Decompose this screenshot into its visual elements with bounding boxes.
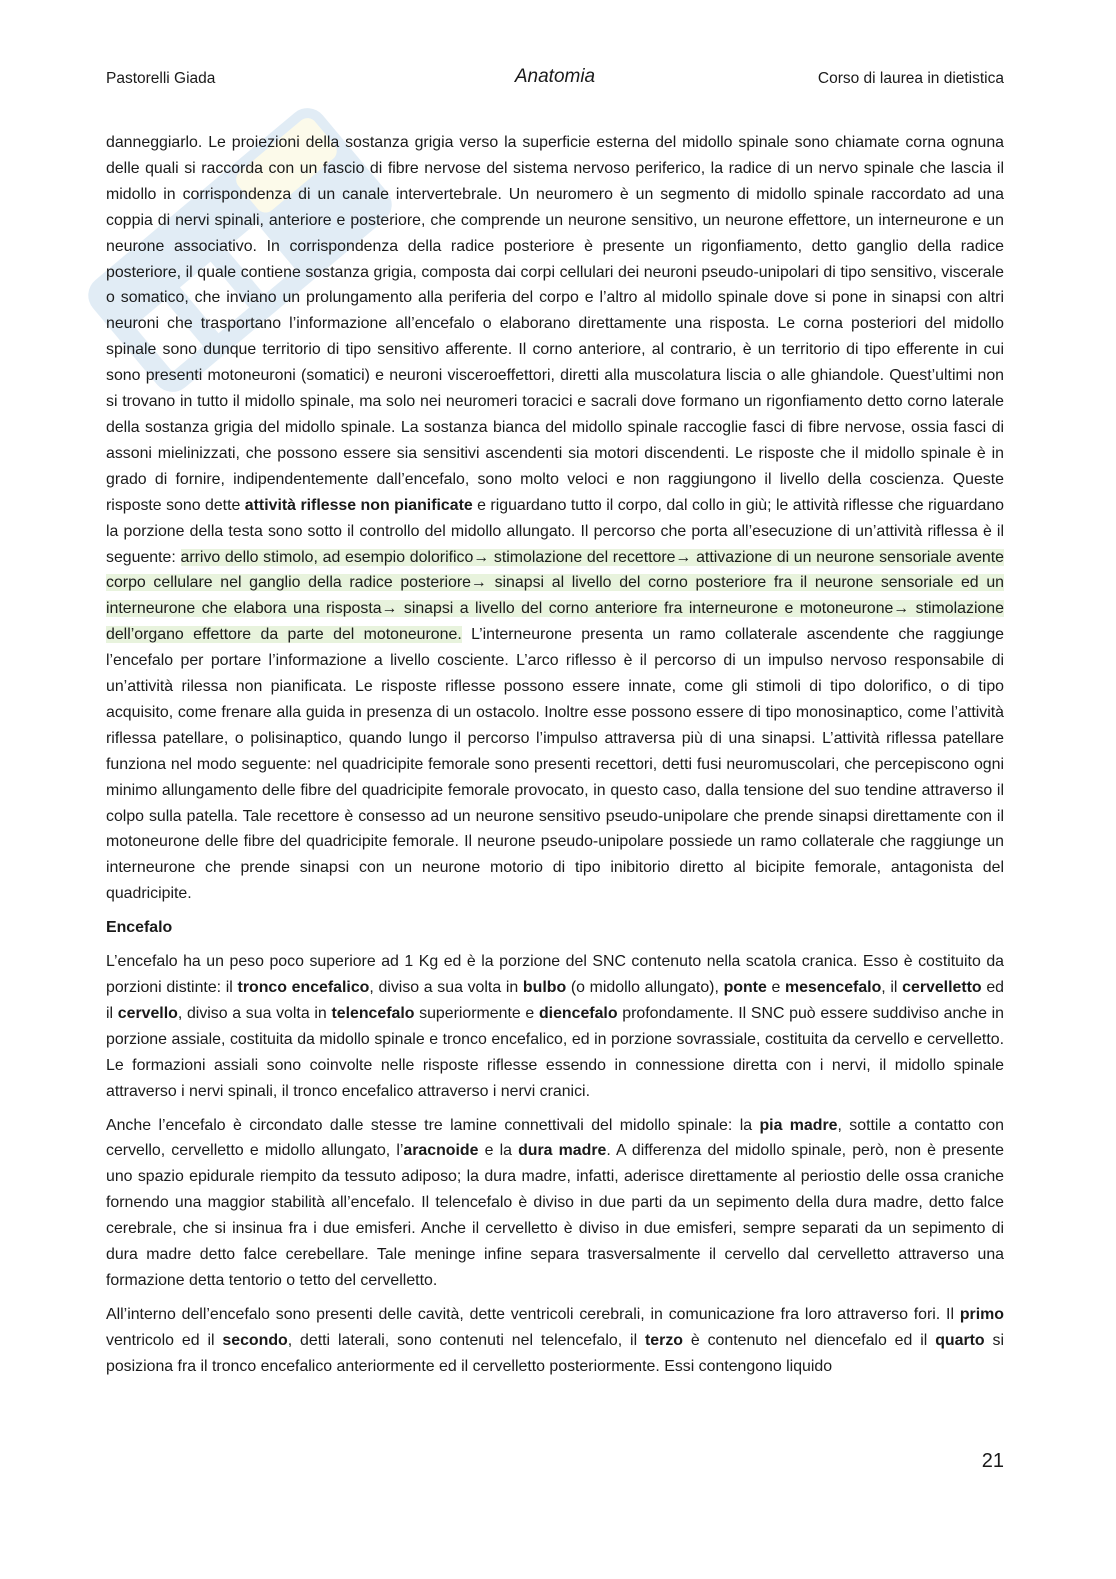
paragraph-ventricles <box>106 1302 1004 1380</box>
bold-term: diencefalo <box>538 1004 618 1022</box>
text-run: , diviso a sua volta in <box>369 979 523 996</box>
text-run: , detti laterali, sono contenuti nel telencefalo, il <box>287 1331 645 1349</box>
text-run: profondamente. Il SNC può essere suddiviso anche in porzione assiale, costituita da midollo spinale e tronco encefalico, ed in porzione sovrassiale, costituita da cervello e cervelletto. Le formazioni assiali sono coinvolte nelle risposte riflesse essendo in connessione diretta con i nervi, il midollo spinale attraverso i nervi spinali, il tronco encefalico attraverso i nervi cranici. <box>106 1004 1005 1100</box>
section-title-encefalo: Encefalo <box>106 919 173 937</box>
text-run: Anche l’encefalo è circondato dalle stesse tre lamine connettivali del midollo spinale: la <box>106 1116 760 1134</box>
bold-term: aracnoide <box>403 1142 479 1160</box>
text-run: All’interno dell’encefalo sono presenti delle cavità, dette ventricoli cerebrali, in comunicazione fra loro attraverso fori. Il <box>106 1305 960 1323</box>
text-run: L’interneurone presenta un ramo collaterale ascendente che raggiunge l’encefalo per portare l’informazione a livello cosciente. L’arco riflesso è il percorso di un impulso nervoso responsabile di un’attività rilessa non pianificata. Le risposte riflesse possono essere innate, come gli stimoli di tipo dolorifico, o di tipo acquisito, come frenare alla guida in presenza di un ostacolo. Inoltre esse possono essere di tipo monosinaptico, come l’attività riflessa patellare, o polisinaptico, quando lungo il percorso l’impulso attraversa più di una sinapsi. L’attività riflessa patellare funziona nel modo seguente: nel quadricipite femorale sono presenti recettori, detti fusi neuromuscolari, che percepiscono ogni minimo allungamento delle fibre del quadricipite femorale provocato, in questo caso, dalla tensione del suo tendine attraverso il colpo sulla patella. Tale recettore è consesso ad un neurone sensitivo pseudo-unipolare che prende sinapsi direttamente con il motoneurone delle fibre del quadricipite femorale. Il neurone pseudo-unipolare possiede un ramo collaterale che raggiunge un interneurone che prende sinapsi con un neurone motorio di tipo inibitorio diretto al bicipite femorale, antagonista del quadricipite. <box>106 626 1005 903</box>
bold-term: tronco encefalico <box>237 979 370 996</box>
text-run: L’encefalo ha un peso poco superiore ad 1 Kg ed è la porzione del SNC contenuto nella scatola cranica. Esso è costituito da porzioni distinte: il <box>106 953 1004 996</box>
bold-term: bulbo <box>522 979 567 996</box>
bold-term: mesencefalo <box>785 979 882 996</box>
header-author: Pastorelli Giada <box>106 70 216 87</box>
bold-term: cervelletto <box>902 979 982 996</box>
bold-term: telencefalo <box>331 1004 415 1022</box>
text-run: e <box>766 979 786 996</box>
bold-term: primo <box>959 1305 1004 1323</box>
text-run: , diviso a sua volta in <box>177 1004 332 1022</box>
highlighted-reflex-path: arrivo dello stimolo, ad esempio dolorifico→ stimolazione del recettore→ attivazione di un neurone sensoriale avente corpo cellulare nel ganglio della radice posteriore→ sinapsi al livello del corno posteriore fra il neurone sensoriale ed un interneurone che elabora una risposta→ sinapsi a livello del corno anteriore fra interneurone e motoneurone→ stimolazione dell’organo effettore da parte del motoneurone. <box>106 548 1005 644</box>
header-course: Corso di laurea in dietistica <box>817 70 1004 87</box>
text-run: , sottile a contatto con cervello, cervelletto e midollo allungato, l’ <box>106 1116 1004 1160</box>
text-run: e riguardano tutto il corpo, dal collo in giù; le attività riflesse che riguardano la porzione della testa sono sotto il controllo del midollo allungato. Il percorso che porta all’esecuzione di un’attività riflessa è il seguente: <box>106 496 1004 566</box>
bold-term: cervello <box>117 1004 178 1022</box>
paragraph-meninges <box>106 1113 1004 1294</box>
bold-term: ponte <box>723 979 767 996</box>
page-header <box>106 66 1004 96</box>
text-run: . A differenza del midollo spinale, però, non è presente uno spazio epidurale riempito da tessuto adiposo; la dura madre, infatti, aderisce direttamente al periostio delle ossa craniche fornendo una maggior stabilità all’encefalo. Il telencefalo è diviso in due parti da un sepimento della dura madre, detto falce cerebrale, che si insinua fra i due emisferi. Anche il cervelletto è diviso in due emisferi, sempre separati da un sepimento di dura madre detto falce cerebellare. Tale meninge infine separa trasversalmente il cervello dal cervelletto attraverso una formazione detta tentorio o tetto del cervelletto. <box>106 1142 1004 1289</box>
bold-term: secondo <box>222 1331 288 1349</box>
page-content <box>106 130 1004 1388</box>
header-subject: Anatomia <box>514 66 596 87</box>
text-run: danneggiarlo. Le proiezioni della sostanza grigia verso la superficie esterna del midollo spinale sono chiamate corna ognuna delle quali si raccorda con un fascio di fibre nervose del sistema nervoso periferico, la radice di un nervo spinale che lascia il midollo in corrispondenza di un canale intervertebrale. Un neuromero è un segmento di midollo spinale raccordato ad una coppia di nervi spinali, anteriore e posteriore, che comprende un neurone sensitivo, un neurone effettore, un interneurone e un neurone associativo. In corrispondenza della radice posteriore è presente un rigonfiamento, detto ganglio della radice posteriore, il quale contiene sostanza grigia, composta dai corpi cellulari dei neuroni pseudo-unipolari di tipo sensitivo, viscerale o somatico, che inviano un prolungamento alla periferia del corpo e l’altro al midollo spinale dove si pone in sinapsi con altri neuroni che trasportano l’informazione all’encefalo o elaborano direttamente una risposta. Le corna posteriori del midollo spinale sono dunque territorio di tipo sensitivo afferente. Il corno anteriore, al contrario, è un territorio di tipo efferente in cui sono presenti motoneuroni (somatici) e neuroni visceroeffettori, diretti alla muscolatura liscia o alle ghiandole. Quest’ultimi non si trovano in tutto il midollo spinale, ma solo nei neuromeri toracici e sacrali dove formano un rigonfiamento detto corno laterale della sostanza grigia del midollo spinale. La sostanza bianca del midollo spinale raccoglie fasci di fibre nervose, ossia fasci di assoni mielinizzati, che possono essere sia sensitivi ascendenti sia motori discendenti. Le risposte che il midollo spinale è in grado di fornire, indipendentemente dall’encefalo, sono molto veloci e non raggiungono il livello della coscienza. Queste risposte sono dette <box>106 134 1004 514</box>
text-run: superiormente e <box>414 1004 539 1022</box>
text-run: e la <box>478 1142 519 1160</box>
bold-term: attività riflesse non pianificate <box>244 496 473 514</box>
text-run: (o midollo allungato), <box>566 979 724 996</box>
bold-term: dura madre <box>518 1142 607 1160</box>
bold-term: pia madre <box>759 1116 838 1134</box>
text-run: ed il <box>106 979 1004 1022</box>
text-run: si posiziona fra il tronco encefalico anteriormente ed il cervelletto posteriormente. Essi contengono liquido <box>106 1331 1004 1375</box>
bold-term: quarto <box>935 1331 985 1349</box>
page-number: 21 <box>981 1450 1004 1472</box>
paragraph-spinal-cord <box>106 130 1004 907</box>
paragraph-encefalo-structure <box>106 949 1004 1104</box>
text-run: , il <box>881 979 903 996</box>
text-run: è contenuto nel diencefalo ed il <box>682 1331 936 1349</box>
text-run: ventricolo ed il <box>106 1331 223 1349</box>
bold-term: terzo <box>645 1331 683 1349</box>
